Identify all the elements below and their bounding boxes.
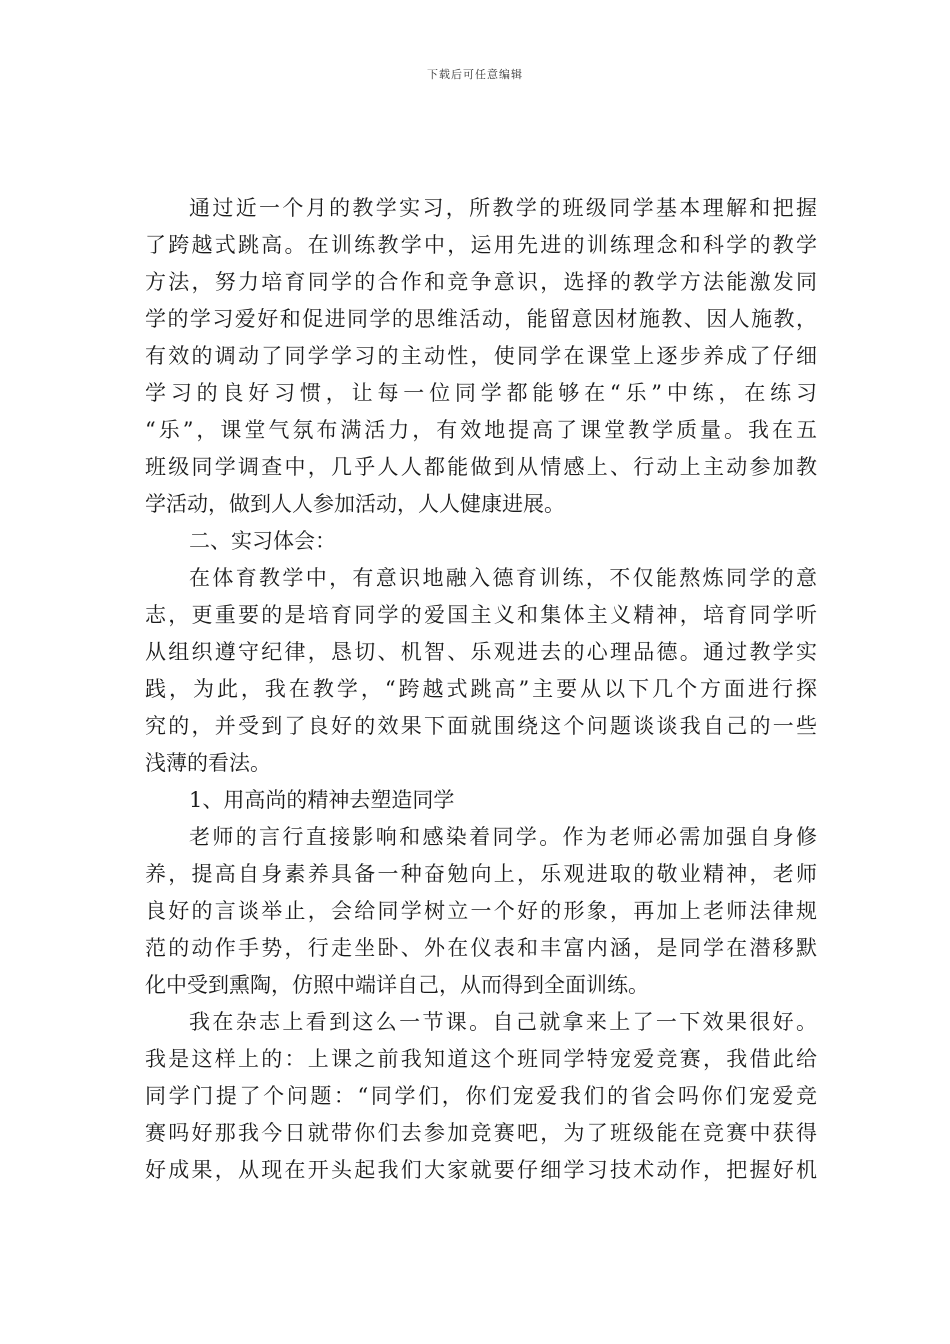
text-line: 究的，并受到了良好的效果下面就围绕这个问题谈谈我自己的一些 — [145, 714, 817, 738]
text-line: 践，为此，我在教学，“跨越式跳高”主要从以下几个方面进行探 — [145, 677, 817, 701]
text-line: 我在杂志上看到这么一节课。自己就拿来上了一下效果很好。 — [189, 1010, 817, 1034]
text-line: 学的学习爱好和促进同学的思维活动，能留意因材施教、因人施教， — [145, 307, 817, 331]
text-line: 化中受到熏陶，仿照中端详自己，从而得到全面训练。 — [145, 973, 649, 997]
text-line: 二、实习体会： — [189, 529, 336, 553]
page-header-note: 下载后可任意编辑 — [427, 68, 523, 81]
text-line: 了跨越式跳高。在训练教学中，运用先进的训练理念和科学的教学 — [145, 233, 817, 257]
text-line: 好成果，从现在开头起我们大家就要仔细学习技术动作，把握好机 — [145, 1158, 817, 1182]
text-line: 通过近一个月的教学实习，所教学的班级同学基本理解和把握 — [189, 196, 817, 220]
text-line: “乐”，课堂气氛布满活力，有效地提高了课堂教学质量。我在五 — [145, 418, 817, 442]
text-line: 从组织遵守纪律，恳切、机智、乐观进去的心理品德。通过教学实 — [145, 640, 817, 664]
text-line: 有效的调动了同学学习的主动性，使同学在课堂上逐步养成了仔细 — [145, 344, 817, 368]
text-line: 方法，努力培育同学的合作和竞争意识，选择的教学方法能激发同 — [145, 270, 817, 294]
text-line: 老师的言行直接影响和感染着同学。作为老师必需加强自身修 — [189, 825, 817, 849]
document-body — [145, 190, 817, 1189]
text-line: 班级同学调查中，几乎人人都能做到从情感上、行动上主动参加教 — [145, 455, 817, 479]
text-line: 良好的言谈举止，会给同学树立一个好的形象，再加上老师法律规 — [145, 899, 817, 923]
text-line: 学习的良好习惯，让每一位同学都能够在“乐”中练，在练习 — [145, 381, 817, 405]
text-line: 养，提高自身素养具备一种奋勉向上，乐观进取的敬业精神，老师 — [145, 862, 817, 886]
text-line: 学活动，做到人人参加活动，人人健康进展。 — [145, 492, 565, 516]
text-line: 范的动作手势，行走坐卧、外在仪表和丰富内涵，是同学在潜移默 — [145, 936, 817, 960]
text-line: 浅薄的看法。 — [145, 751, 271, 775]
text-line: 同学门提了个问题：“同学们，你们宠爱我们的省会吗你们宠爱竞 — [145, 1084, 817, 1108]
text-line: 1、用高尚的精神去塑造同学 — [189, 788, 455, 812]
text-line: 在体育教学中，有意识地融入德育训练，不仅能熬炼同学的意 — [189, 566, 817, 590]
text-line: 我是这样上的：上课之前我知道这个班同学特宠爱竞赛，我借此给 — [145, 1047, 817, 1071]
text-line: 志，更重要的是培育同学的爱国主义和集体主义精神，培育同学听 — [145, 603, 817, 627]
text-line: 赛吗好那我今日就带你们去参加竞赛吧，为了班级能在竞赛中获得 — [145, 1121, 817, 1145]
